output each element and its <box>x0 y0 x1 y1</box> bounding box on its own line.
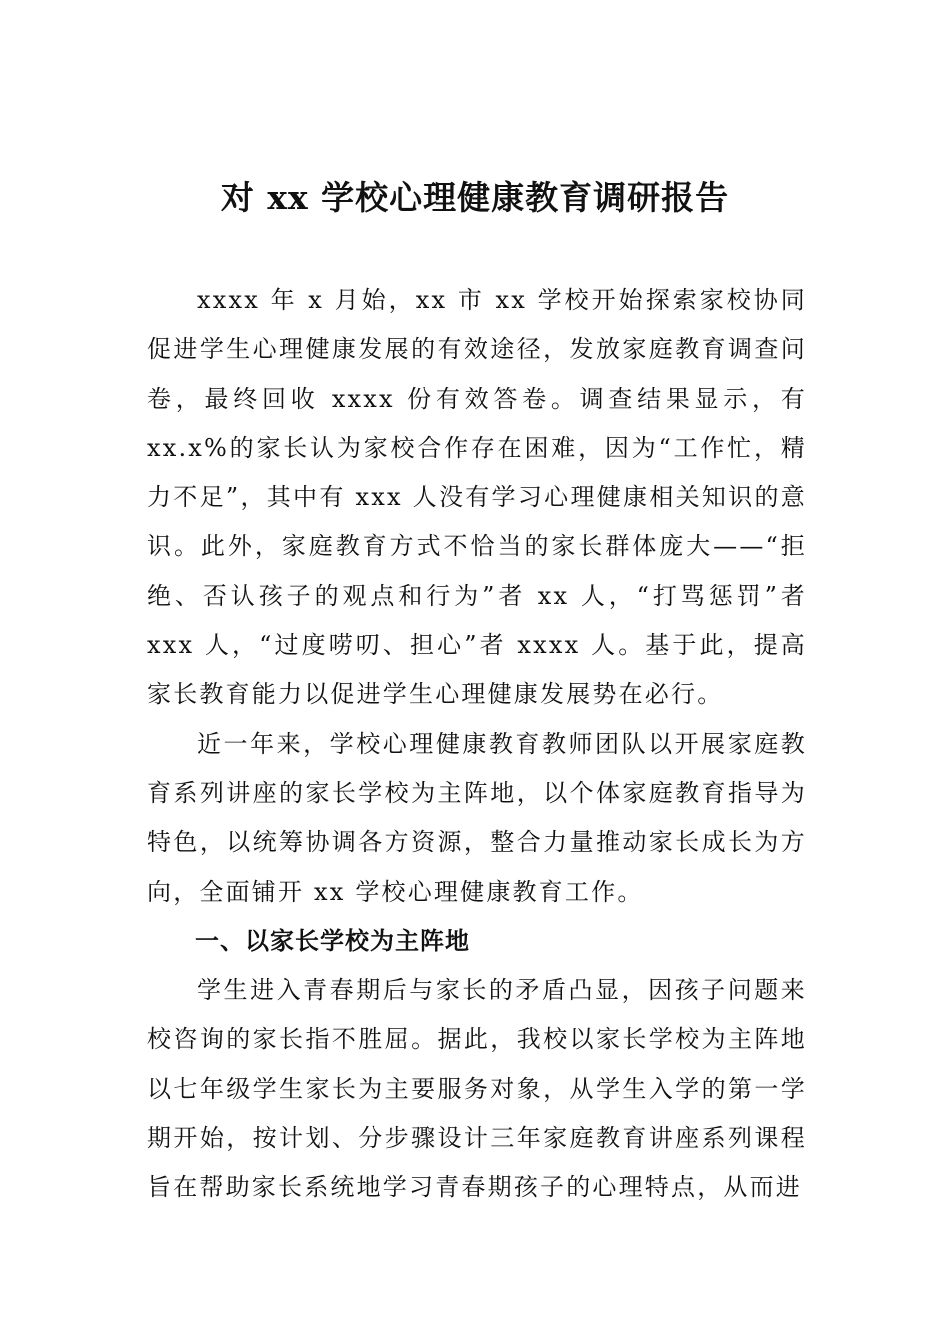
paragraph-intro: xxxx 年 x 月始，xx 市 xx 学校开始探索家校协同促进学生心理健康发展的有效途径，发放家庭教育调查问卷，最终回收 xxxx 份有效答卷。调查结果显示，有 xx.x%的家长认为家校合作存在困难，因为“工作忙，精力不足”，其中有 xxx 人没有学习心理健康相关知识的意识。此外，家庭教育方式不恰当的家长群体庞大——“拒绝、否认孩子的观点和行为”者 xx 人，“打骂惩罚”者 xxx 人，“过度唠叨、担心”者 xxxx 人。基于此，提高家长教育能力以促进学生心理健康发展势在必行。 <box>147 286 807 709</box>
section-heading-1: 一、以家长学校为主阵地 <box>195 926 470 955</box>
section-1-paragraph: 学生进入青春期后与家长的矛盾凸显，因孩子问题来校咨询的家长指不胜屈。据此，我校以家长学校为主阵地以七年级学生家长为主要服务对象，从学生入学的第一学期开始，按计划、分步骤设计三年家庭教育讲座系列课程旨在帮助家长系统地学习青春期孩子的心理特点，从而进 <box>147 976 807 1202</box>
document-title: 对 xx 学校心理健康教育调研报告 <box>220 178 730 217</box>
document-body <box>147 276 807 1213</box>
paragraph-overview: 近一年来，学校心理健康教育教师团队以开展家庭教育系列讲座的家长学校为主阵地，以个体家庭教育指导为特色，以统筹协调各方资源，整合力量推动家长成长为方向，全面铺开 xx 学校心理健康教育工作。 <box>147 729 807 906</box>
